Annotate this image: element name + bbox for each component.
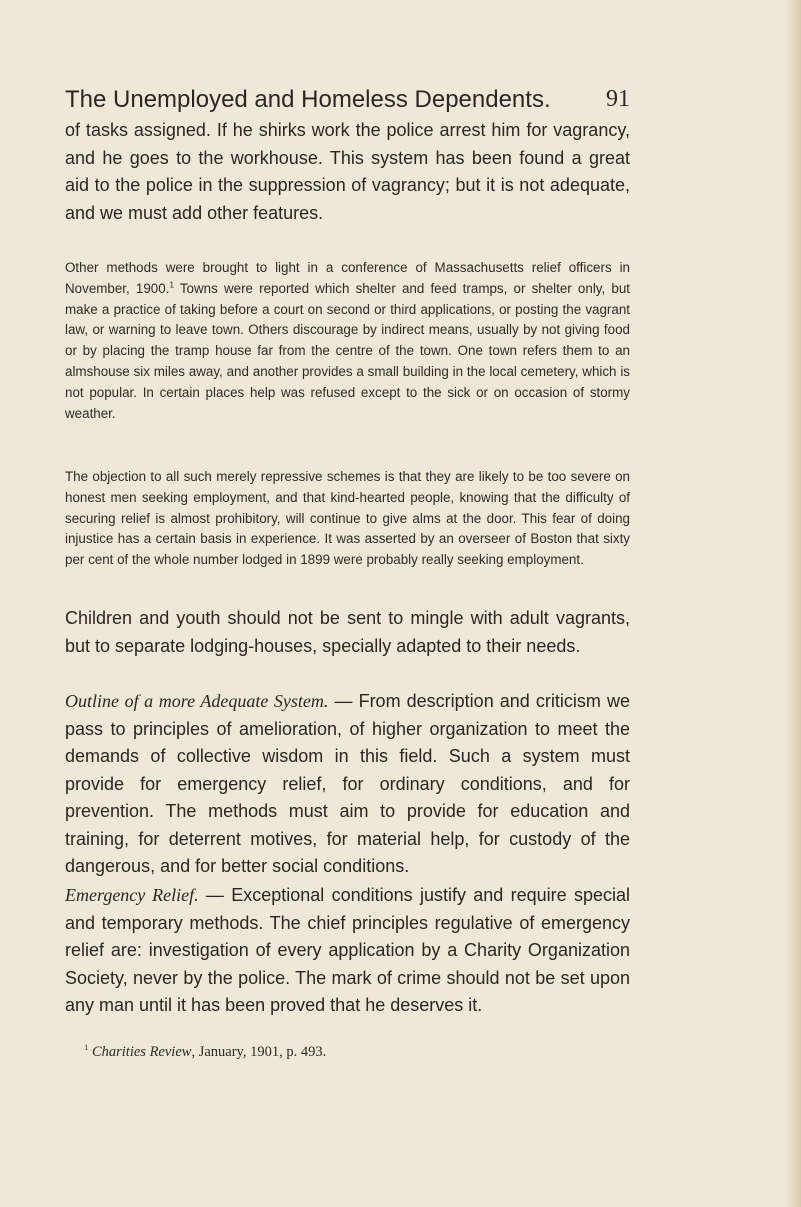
small-paragraph-other-methods [65, 258, 630, 424]
section-heading-adequate-system: Outline of a more Adequate System. [65, 691, 329, 711]
paragraph-emergency-relief [65, 882, 630, 1020]
section-heading-emergency-relief: Emergency Relief. [65, 885, 199, 905]
footnote-reference: 1 [169, 280, 174, 290]
paragraph-vagrancy-system: of tasks assigned. If he shirks work the police arrest him for vagrancy, and he goes to the workhouse. This system has been found a great aid to the police in the suppression of vagrancy; but it is not adequate, and we must add other features. [65, 120, 630, 223]
chapter-title: The Unemployed and Homeless Dependents. [65, 86, 551, 113]
adequate-system-text: — From description and criticism we pass to principles of amelioration, of higher organization to meet the demands of collective wisdom in this field. Such a system must provide for emergency relief, for ordinary conditions, and for prevention. The methods must aim to provide for education and training, for deterrent motives, for material help, for custody of the dangerous, and for better social conditions. [65, 691, 630, 876]
small-paragraph-objection: The objection to all such merely repressive schemes is that they are likely to be too severe on honest men seeking employment, and that kind-hearted people, knowing that the difficulty of securing relief is almost prohibitory, will continue to give alms at the door. This fear of doing injustice has a certain basis in experience. It was asserted by an overseer of Boston that sixty per cent of the whole number lodged in 1899 were probably really seeking employment. [65, 469, 630, 568]
paragraph-adequate-system [65, 688, 630, 881]
paragraph-children-youth: Children and youth should not be sent to mingle with adult vagrants, but to separate lodging-houses, specially adapted to their needs. [65, 608, 630, 656]
emergency-relief-text: — Exceptional conditions justify and require special and temporary methods. The chief principles regulative of emergency relief are: investigation of every application by a Charity Organization Society, never by the police. The mark of crime should not be set upon any man until it has been proved that he deserves it. [65, 885, 630, 1015]
page-number: 91 [606, 86, 630, 112]
other-methods-text-a: Other methods were brought to light in a conference of Massachusetts relief officers in November, 1900. [65, 260, 630, 296]
footnote-source: Charities Review [91, 1044, 192, 1060]
page-edge-shadow [785, 0, 801, 1207]
footnote-details: , January, 1901, p. 493. [191, 1044, 327, 1060]
footnote-marker: 1 [84, 1042, 89, 1053]
footnote [84, 1044, 624, 1061]
other-methods-text-b: Towns were reported which shelter and feed tramps, or shelter only, but make a practice of taking before a court on second or third applications, or posting the vagrant law, or warning to leave town. Others discourage by indirect means, usually by not giving food or by placing the tramp house far from the centre of the town. One town refers them to an almshouse six miles away, and another provides a small building in the local cemetery, which is not popular. In certain places help was refused except to the sick or on occasion of stormy weather. [65, 280, 631, 421]
